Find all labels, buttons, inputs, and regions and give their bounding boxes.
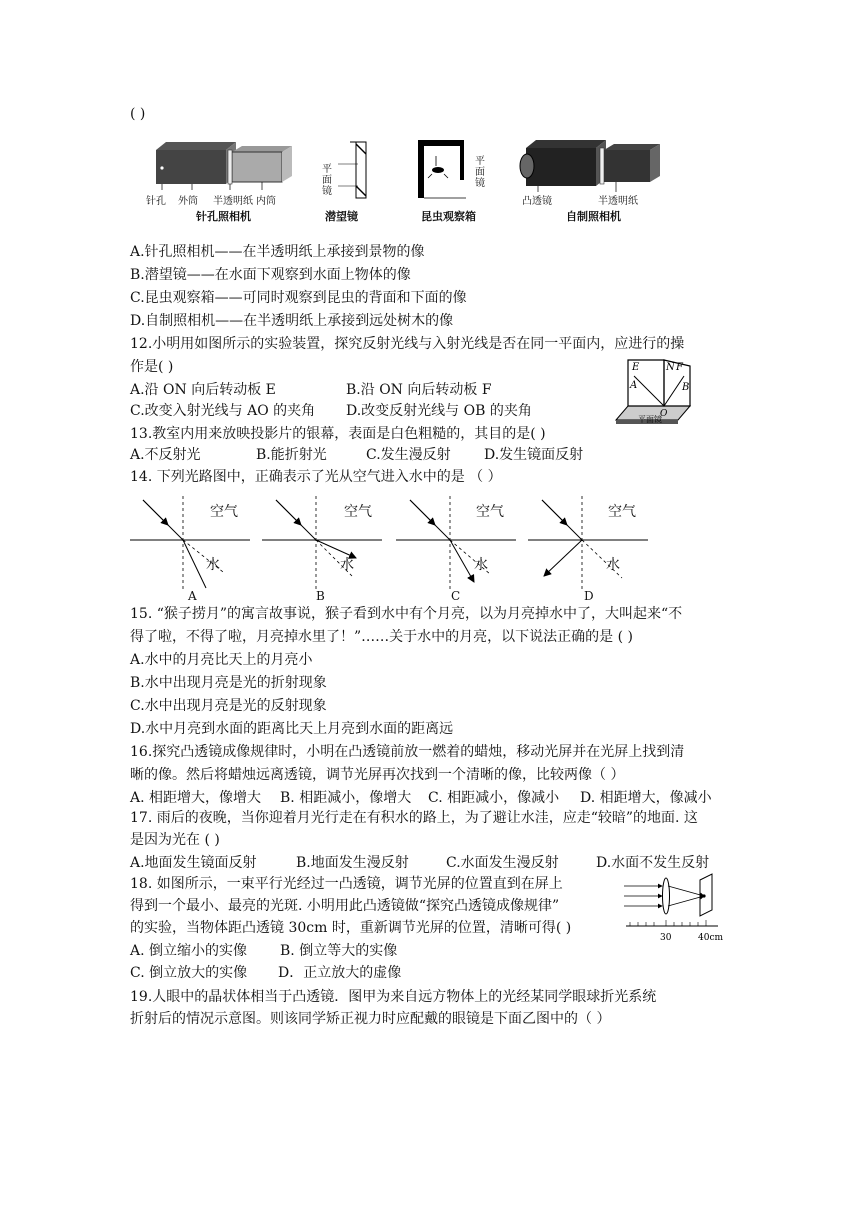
- q17-option-c: C.水面发生漫反射: [446, 855, 559, 871]
- q13-option-d: D.发生镜面反射: [484, 447, 584, 463]
- q12-fig-f: F: [676, 362, 683, 373]
- pinhole-label-1: 针孔: [146, 196, 166, 207]
- q17-option-d: D.水面不发生反射: [596, 855, 710, 871]
- pinhole-caption: 针孔照相机: [196, 210, 251, 223]
- q11-option-d: D.自制照相机——在半透明纸上承接到远处树木的像: [130, 313, 454, 329]
- q16-option-c: C. 相距减小，像减小: [428, 790, 560, 806]
- q14-letter-c: C: [451, 589, 461, 603]
- q12-option-d: D.改变反射光线与 OB 的夹角: [346, 403, 532, 419]
- q15-option-c: C.水中出现月亮是光的反射现象: [130, 698, 327, 714]
- q15-option-b: B.水中出现月亮是光的折射现象: [130, 675, 327, 691]
- pinhole-camera-figure: [152, 138, 302, 200]
- q12-fig-b: B: [682, 382, 690, 393]
- q18-option-c: C. 倒立放大的实像: [130, 965, 248, 981]
- q17-option-b: B.地面发生漫反射: [296, 855, 409, 871]
- q13-stem: 13.教室内用来放映投影片的银幕，表面是白色粗糙的，其目的是( ): [130, 426, 546, 442]
- pinhole-label-2: 外筒: [178, 196, 198, 207]
- q17-option-a: A.地面发生镜面反射: [130, 855, 257, 871]
- q18-tick-40: 40cm: [698, 933, 724, 943]
- q18-lens-figure: [620, 870, 726, 946]
- q12-fig-o: O: [660, 409, 668, 419]
- q17-stem-line1: 17. 雨后的夜晚，当你迎着月光行走在有积水的路上，为了避让水洼，应走“较暗”的地面. 这: [130, 810, 698, 826]
- q14-air-c: 空气: [476, 504, 504, 520]
- periscope-mirror-label: 平 面 镜: [322, 164, 332, 197]
- q14-stem: 14. 下列光路图中，正确表示了光从空气进入水中的是 （ ）: [130, 469, 502, 485]
- q12-option-b: B.沿 ON 向后转动板 F: [346, 382, 492, 398]
- q12-reflection-figure: [614, 356, 694, 428]
- q12-fig-a: A: [630, 380, 638, 391]
- q17-stem-line2: 是因为光在 ( ): [130, 832, 220, 848]
- insect-box-figure: [416, 138, 476, 204]
- insect-caption: 昆虫观察箱: [421, 210, 476, 223]
- q14-water-d: 水: [606, 557, 620, 573]
- q14-water-a: 水: [206, 557, 220, 573]
- q18-option-b: B. 倒立等大的实像: [280, 943, 398, 959]
- pinhole-label-4: 内筒: [256, 196, 276, 207]
- homemade-label-1: 凸透镜: [522, 196, 552, 207]
- q14-air-b: 空气: [344, 504, 372, 520]
- q16-stem-line2: 晰的像。然后将蜡烛远离透镜，调节光屏再次找到一个清晰的像，比较两像（ ）: [130, 767, 625, 783]
- q18-stem-line1: 18. 如图所示，一束平行光经过一凸透镜，调节光屏的位置直到在屏上: [130, 876, 563, 892]
- q12-fig-e: E: [632, 362, 640, 373]
- q13-option-b: B.能折射光: [256, 447, 327, 463]
- q18-option-d: D．正立放大的虚像: [278, 965, 402, 981]
- q12-fig-mirror: 平面镜: [638, 415, 662, 424]
- q15-stem-line2: 得了啦，不得了啦，月亮掉水里了！”……关于水中的月亮，以下说法正确的是 ( ): [130, 629, 633, 645]
- q12-option-a: A.沿 ON 向后转动板 E: [130, 382, 276, 398]
- q13-option-c: C.发生漫反射: [366, 447, 451, 463]
- q18-stem-line2: 得到一个最小、最亮的光斑. 小明用此凸透镜做“探究凸透镜成像规律”: [130, 898, 560, 914]
- q16-stem-line1: 16.探究凸透镜成像规律时，小明在凸透镜前放一燃着的蜡烛，移动光屏并在光屏上找到清: [130, 744, 685, 760]
- q12-stem-line1: 12.小明用如图所示的实验装置，探究反射光线与入射光线是否在同一平面内，应进行的操: [130, 336, 685, 352]
- q14-air-a: 空气: [210, 504, 238, 520]
- q14-letter-b: B: [316, 589, 325, 603]
- homemade-caption: 自制照相机: [566, 210, 621, 223]
- q11-option-a: A.针孔照相机——在半透明纸上承接到景物的像: [130, 244, 425, 260]
- q19-stem-line2: 折射后的情况示意图。则该同学矫正视力时应配戴的眼镜是下面乙图中的（ ）: [130, 1011, 611, 1027]
- insect-mirror-label: 平 面 镜: [475, 156, 485, 189]
- q15-option-a: A.水中的月亮比天上的月亮小: [130, 652, 313, 668]
- q14-water-c: 水: [474, 557, 488, 573]
- q14-air-d: 空气: [608, 504, 636, 520]
- q14-diagrams: [128, 492, 668, 600]
- q18-tick-30: 30: [660, 933, 672, 943]
- q11-option-c: C.昆虫观察箱——可同时观察到昆虫的背面和下面的像: [130, 290, 467, 306]
- q18-stem-line3: 的实验，当物体距凸透镜 30cm 时，重新调节光屏的位置，清晰可得( ): [130, 920, 572, 936]
- q14-letter-a: A: [188, 589, 197, 603]
- answer-paren: ( ): [130, 106, 146, 122]
- q12-stem-line2: 作是( ): [130, 359, 174, 375]
- q18-option-a: A. 倒立缩小的实像: [130, 943, 248, 959]
- periscope-caption: 潜望镜: [325, 210, 358, 223]
- homemade-label-2: 半透明纸: [598, 196, 638, 207]
- q15-option-d: D.水中月亮到水面的距离比天上月亮到水面的距离远: [130, 721, 454, 737]
- q14-letter-d: D: [584, 589, 594, 603]
- q19-stem-line1: 19.人眼中的晶状体相当于凸透镜．图甲为来自远方物体上的光经某同学眼球折光系统: [130, 989, 657, 1005]
- q12-fig-n: N: [666, 362, 675, 373]
- homemade-camera-figure: [518, 138, 668, 194]
- q11-option-b: B.潜望镜——在水面下观察到水面上物体的像: [130, 267, 411, 283]
- q13-option-a: A.不反射光: [130, 447, 201, 463]
- q16-option-a: A. 相距增大，像增大: [130, 790, 262, 806]
- q16-option-d: D. 相距增大，像减小: [580, 790, 712, 806]
- q14-water-b: 水: [340, 557, 354, 573]
- q15-stem-line1: 15. “猴子捞月”的寓言故事说，猴子看到水中有个月亮，以为月亮掉水中了，大叫起来“不: [130, 606, 683, 622]
- q12-option-c: C.改变入射光线与 AO 的夹角: [130, 403, 316, 419]
- q16-option-b: B. 相距减小，像增大: [280, 790, 412, 806]
- pinhole-label-3: 半透明纸: [213, 196, 253, 207]
